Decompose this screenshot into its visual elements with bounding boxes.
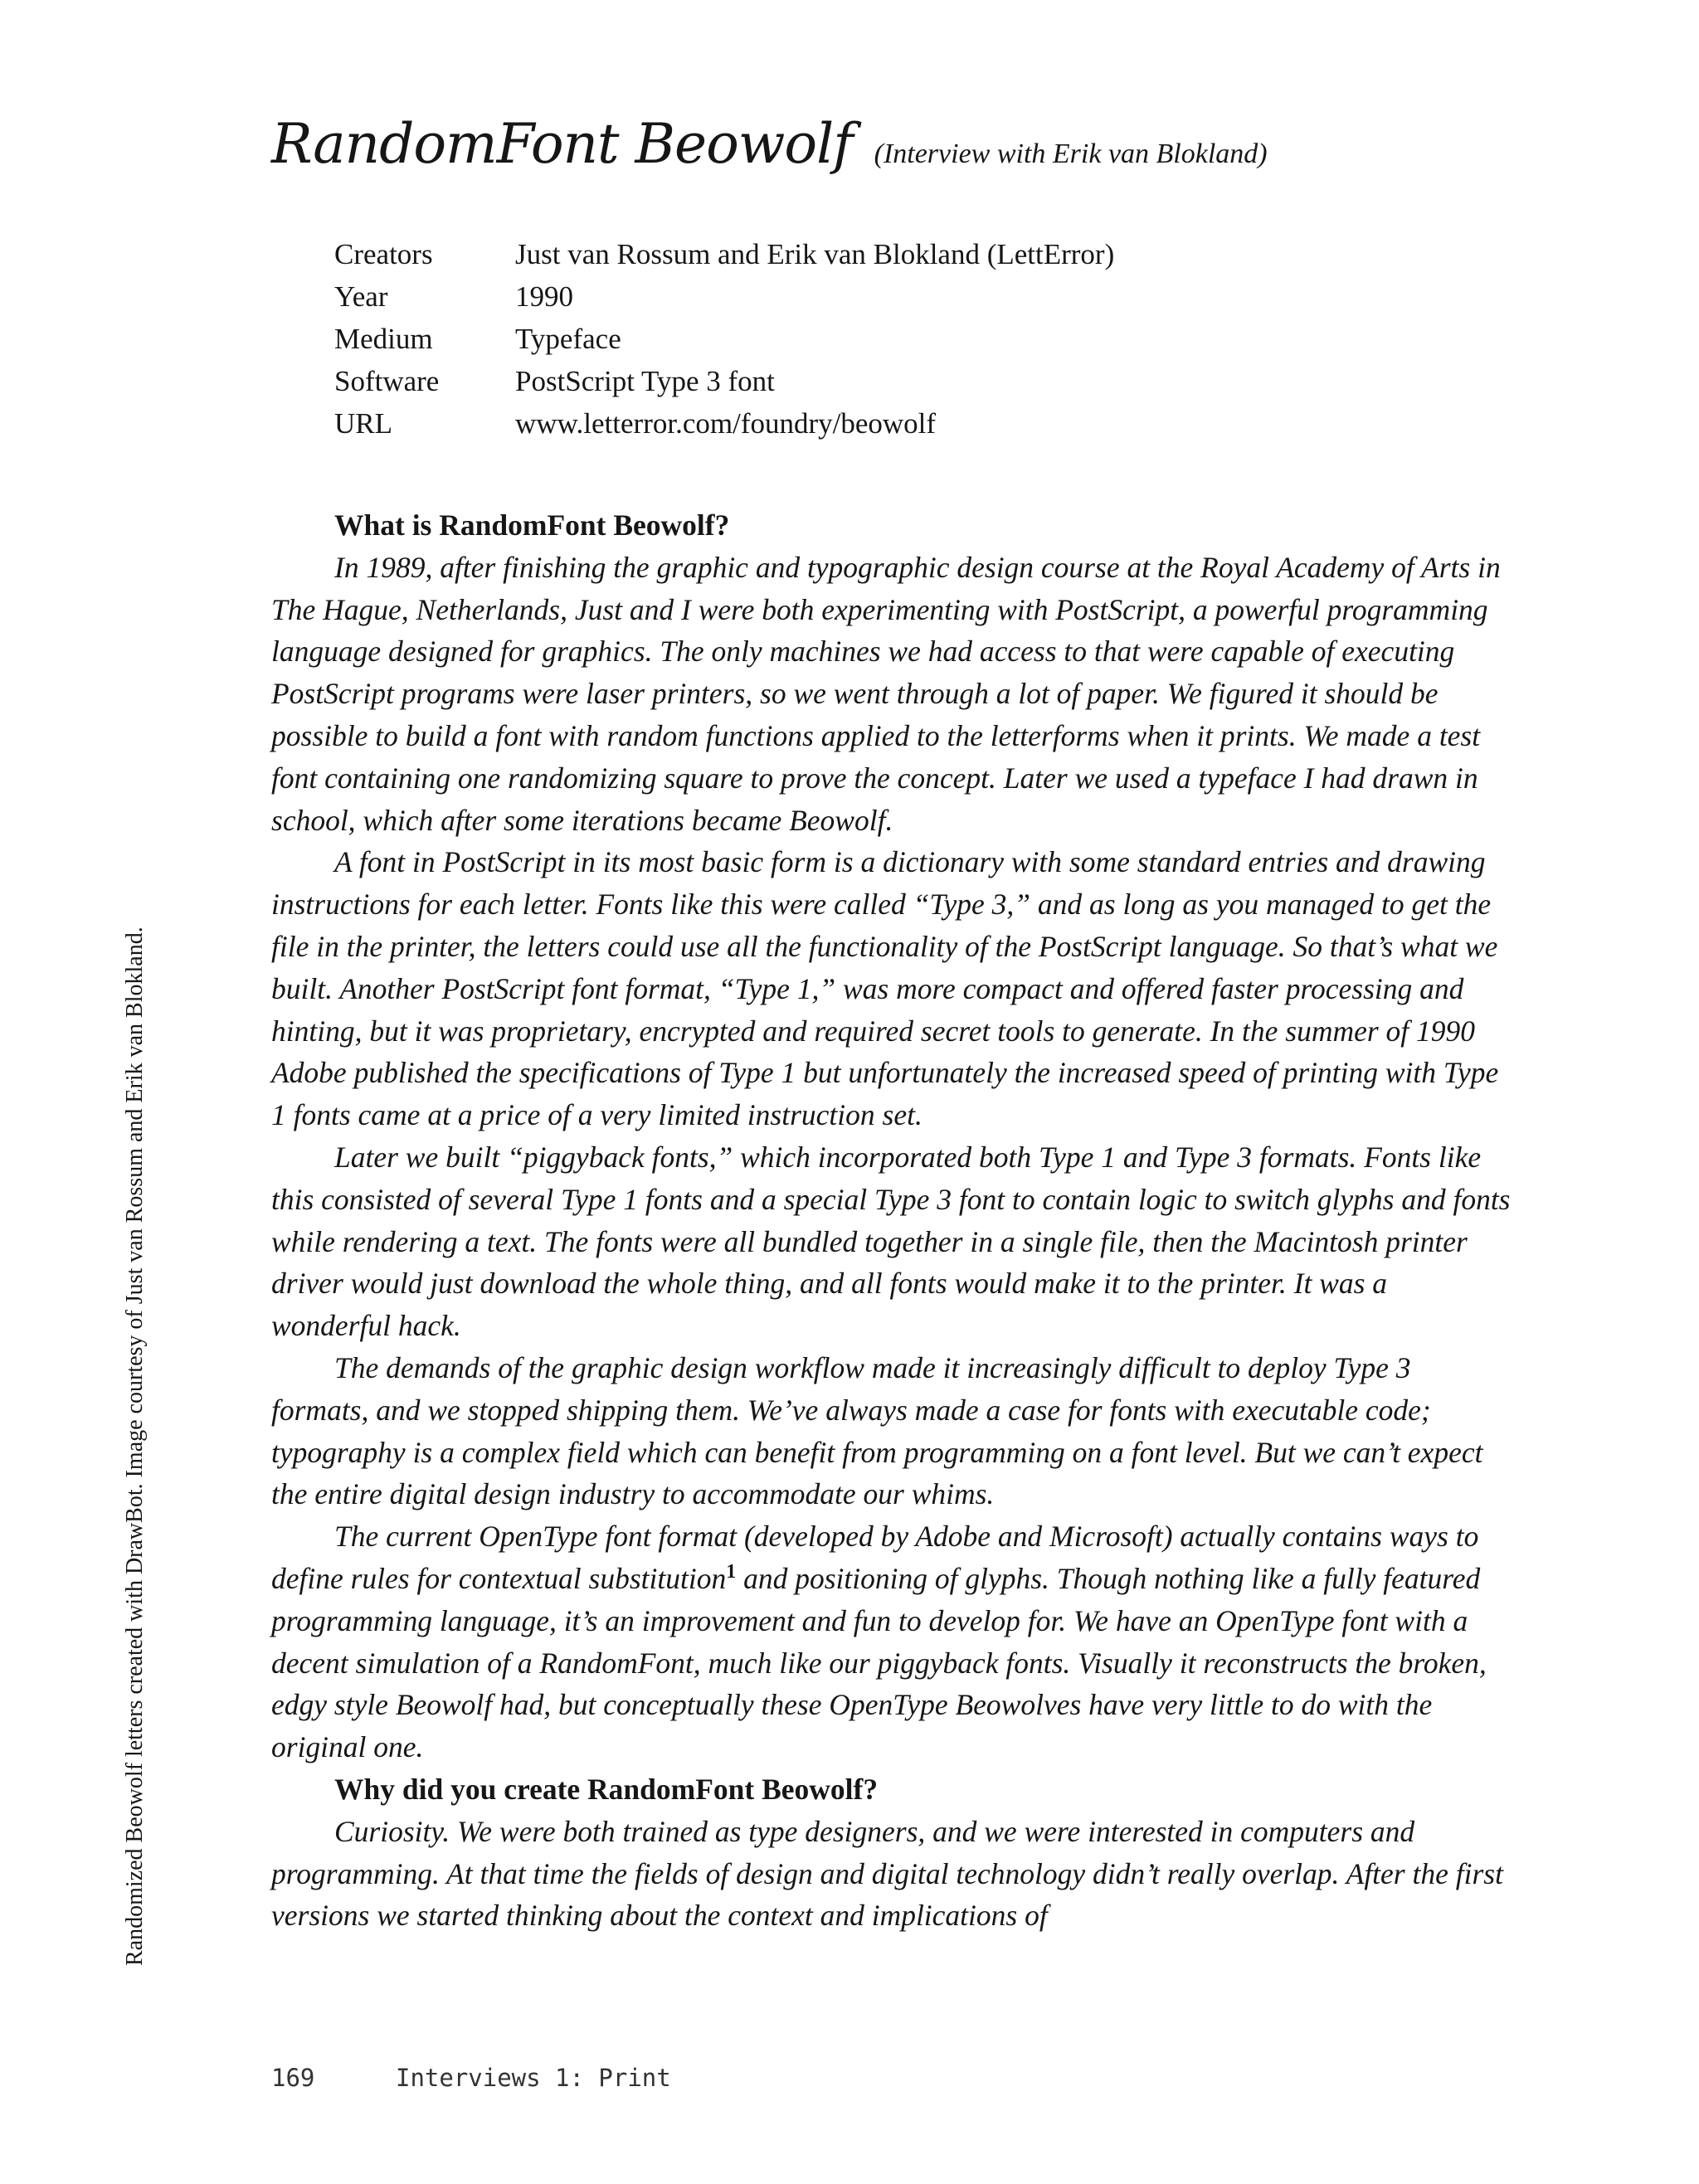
- interview-question: Why did you create RandomFont Beowolf?: [334, 1772, 879, 1806]
- interview-answer-paragraph: [271, 1515, 1512, 1768]
- metadata-value: 1990: [515, 280, 573, 313]
- metadata-value: PostScript Type 3 font: [515, 365, 775, 397]
- metadata-row: [334, 238, 1114, 280]
- metadata-row: [334, 323, 1114, 365]
- interview-answer-paragraph: Curiosity. We were both trained as type designers, and we were interested in computers and programming. At that time the fields of design and digital technology didn’t really overlap. After the first versions we started thinking about the context and implications of: [271, 1814, 1503, 1933]
- metadata-value: www.letterror.com/foundry/beowolf: [515, 407, 937, 440]
- page-subtitle: (Interview with Erik van Blokland): [874, 139, 1268, 169]
- page-title: RandomFont Beowolf: [271, 112, 853, 176]
- interview-answer-paragraph: A font in PostScript in its most basic form is a dictionary with some standard entries and drawing instructions for each letter. Fonts like this were called “Type 3,” and as long as you managed to get the file in the printer, the letters could use all the functionality of the PostScript language. So that’s what we built. Another PostScript font format, “Type 1,” was more compact and offered faster processing and hinting, but it was proprietary, encrypted and required secret tools to generate. In the summer of 1990 Adobe published the specifications of Type 1 but unfortunately the increased speed of printing with Type 1 fonts came at a price of a very limited instruction set.: [271, 845, 1499, 1132]
- interview-body: [271, 504, 1512, 1937]
- page-number: 169: [271, 2064, 315, 2092]
- metadata-value: Just van Rossum and Erik van Blokland (LettError): [515, 238, 1115, 270]
- metadata-label: Year: [334, 280, 388, 313]
- metadata-label: Creators: [334, 238, 433, 270]
- page-header: [271, 112, 1268, 176]
- metadata-row: [334, 407, 1114, 450]
- metadata-label: URL: [334, 407, 392, 440]
- interview-question: What is RandomFont Beowolf?: [334, 508, 730, 542]
- metadata-row: [334, 365, 1114, 407]
- paragraph-text: The current OpenType font format (developed by Adobe and Microsoft) actually contains ways to define rules for contextual substitution: [271, 1520, 1479, 1595]
- section-title: Interviews 1: Print: [396, 2064, 671, 2092]
- interview-answer-paragraph: The demands of the graphic design workflow made it increasingly difficult to deploy Type 3 formats, and we stopped shipping them. We’ve always made a case for fonts with executable code; typography is a complex field which can benefit from programming on a font level. But we can’t expect the entire digital design industry to accommodate our whims.: [271, 1350, 1483, 1511]
- metadata-label: Software: [334, 365, 440, 397]
- metadata-value: Typeface: [515, 323, 621, 355]
- footnote-marker: 1: [726, 1561, 737, 1583]
- interview-answer-paragraph: In 1989, after finishing the graphic and typographic design course at the Royal Academy of Arts in The Hague, Netherlands, Just and I were both experimenting with PostScript, a powerful programming language designed for graphics. The only machines we had access to that were capable of executing PostScript programs were laser printers, so we went through a lot of paper. We figured it should be possible to build a font with random functions applied to the letterforms when it prints. We made a test font containing one randomizing square to prove the concept. Later we used a typeface I had drawn in school, which after some iterations became Beowolf.: [271, 550, 1501, 837]
- metadata-label: Medium: [334, 323, 433, 355]
- paragraph-text: and positioning of glyphs. Though nothing like a fully featured programming language, it’s an improvement and fun to develop for. We have an OpenType font with a decent simulation of a RandomFont, much like our piggyback fonts. Visually it reconstructs the broken, edgy style Beowolf had, but conceptually these OpenType Beowolves have very little to do with the original one.: [271, 1561, 1487, 1764]
- interview-answer-paragraph: Later we built “piggyback fonts,” which incorporated both Type 1 and Type 3 formats. Fonts like this consisted of several Type 1 fonts and a special Type 3 font to contain logic to switch glyphs and fonts while rendering a text. The fonts were all bundled together in a single file, then the Macintosh printer driver would just download the whole thing, and all fonts would make it to the printer. It was a wonderful hack.: [271, 1140, 1511, 1343]
- metadata-table: [334, 238, 1114, 450]
- image-caption-vertical: Randomized Beowolf letters created with DrawBot. Image courtesy of Just van Rossum and Erik van Blokland.: [122, 927, 148, 1966]
- metadata-row: [334, 280, 1114, 323]
- page-footer: [271, 2064, 671, 2092]
